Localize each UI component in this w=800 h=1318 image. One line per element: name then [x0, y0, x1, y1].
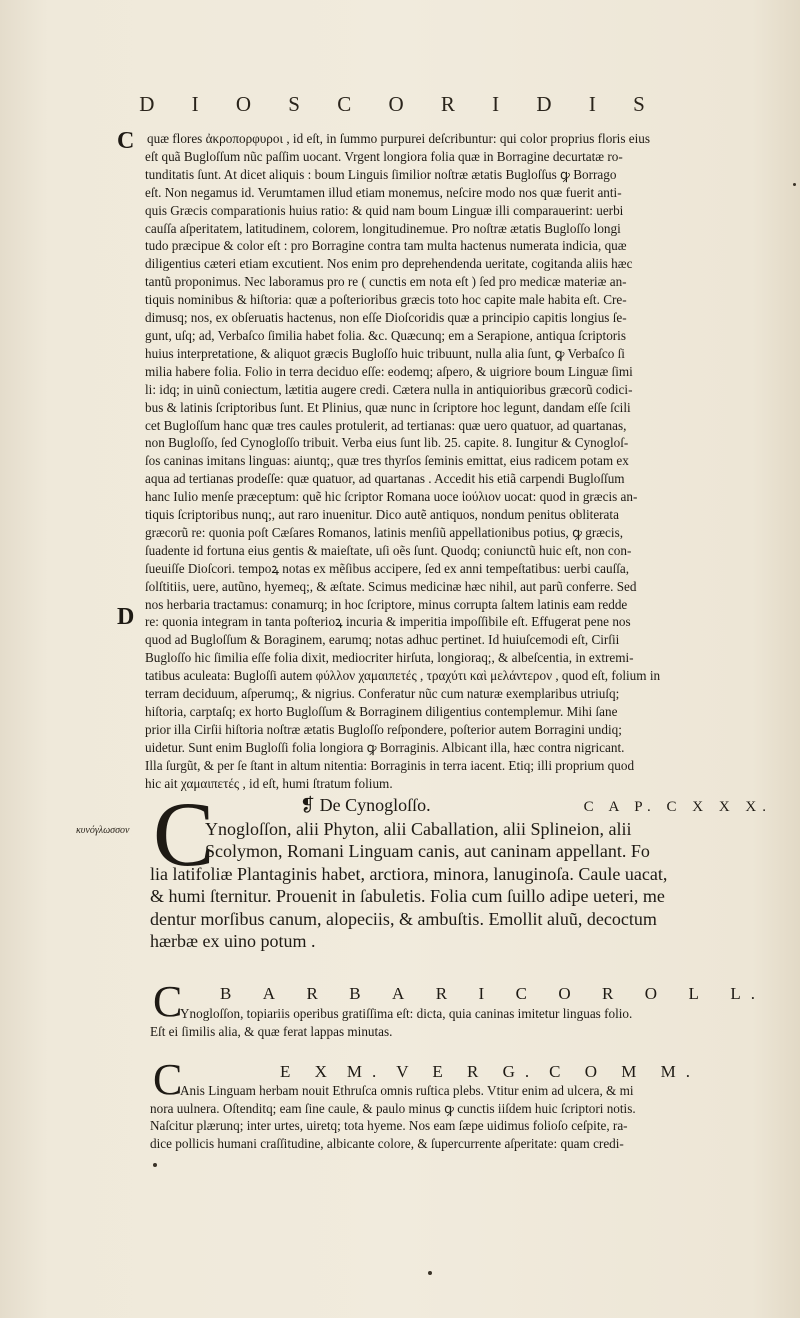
text-line: eſt quã Bugloſſum nũc paſſim uocant. Vrgent longiora folia quæ in Borragine decurtatæ ro- [145, 148, 623, 164]
heading-letter: C [515, 984, 537, 1003]
barbari-heading [220, 984, 765, 1004]
chapter-number: C A P. C X X X. [583, 799, 772, 815]
text-line: quis Græcis comparationis huius ratio: & quid nam boum Linguæ illi comparauerint: uerbi [145, 202, 624, 218]
barbari-text [150, 1005, 775, 1040]
text-line: terram deciduum, aſperumq;, & nigrius. Conferatur nũc cum naturæ exemplaribus utriuſq; [145, 686, 620, 702]
heading-letter: R [306, 984, 328, 1003]
chapter-line: lia latifoliæ Plantaginis habet, arctiora, minora, lanuginoſa. Caule uacat, [150, 863, 668, 884]
text-line: ſolſtitiis, uere, autũno, hyemeq;, & æſtate. Scimus medicinæ hæc nihil, aut parũ conferre. Sed [145, 578, 637, 594]
text-line: cauſſa aſperitatem, latitudinem, colorem, longitudinemue. Pro noſtræ ætatis Bugloſſo longi [145, 220, 621, 236]
heading-letter: R [602, 984, 624, 1003]
heading-letter: A [262, 984, 286, 1003]
heading-letter: L. [730, 984, 765, 1003]
margin-letter-d: D [117, 604, 135, 630]
text-line: cet Bugloſſum hanc quæ tres caules protulerit, ad tertianas: quæ uero quatuor, ad quartanas, [145, 417, 627, 433]
margin-letter-c: C [117, 128, 135, 154]
chapter-line: hærbæ ex uino potum . [150, 931, 316, 952]
vergilii-line: dice pollicis humani craſſitudine, albicante colore, & ſupercurrente aſperitate: quam credi- [150, 1135, 624, 1151]
drop-initial-c-vergilii: C [153, 1055, 183, 1104]
heading-letter: O [558, 984, 581, 1003]
text-line: prior illa Cirſii hiſtoria noſtræ ætatis Bugloſſo reſpondere, poſterior autem Borragini undiq; [145, 721, 622, 737]
main-text-block [145, 130, 771, 793]
text-line: quæ flores ἀκροπορφυροι , id eſt, in ſummo purpurei deſcribuntur: qui color proprius floris eius [147, 131, 651, 146]
text-line: li: idq; in uinũ coniectum, lætitia augere credi. Cætera nulla in antiquioribus græcorũ codici- [145, 381, 633, 397]
heading-letter: B [220, 984, 242, 1003]
text-line: tiquis ſcriptoribus nunq;, aut raro inuenitur. Dico autẽ antiquos, nondum penitus obliterata [145, 507, 619, 523]
heading-letter: C O M M. [549, 1062, 700, 1081]
heading-letter: B [349, 984, 371, 1003]
text-line: eſt. Non negamus id. Verumtamen illud etiam monemus, neſcire modo nos quæ fuerit anti- [145, 184, 622, 200]
text-line: tiquis nominibus & hiſtoria: quæ a poſterioribus græcis toto hoc capite male habita eſt. Cre- [145, 292, 627, 308]
text-line: gunt, uſq; ad, Verbaſco ſimilia habet folia. &c. Quæcunq; em a Serapione, antiqua ſcriptoris [145, 327, 626, 343]
chapter-line: & humi ſternitur. Prouenit in ſabuletis. Folia cum ſuillo adipe ueteri, me [150, 886, 665, 907]
text-line: re: quonia integram in tanta poſterioꝝ incuria & imperitia impoſſibile eſt. Effugerat pene nos [145, 614, 631, 630]
heading-letter: M. [346, 1062, 387, 1081]
text-line: græcorũ re: quonia poſt Cæſares Romanos, latinis menſiũ appellationibus potius, ꝙ græcis, [145, 524, 624, 540]
text-line: tantũ proponimus. Nec laboramus pro re ( cunctis em nota eſt ) ſed pro medicæ materiæ an- [145, 274, 627, 290]
ink-speck [153, 1163, 157, 1167]
chapter-title: ❡ De Cynogloſſo. [300, 795, 431, 815]
vergilii-line: Anis Linguam herbam nouit Ethruſca omnis ruſtica plebs. Vtitur enim ad ulcera, & mi [180, 1083, 634, 1098]
chapter-line: Ynogloſſon, alii Phyton, alii Caballation, alii Splineion, alii [205, 819, 632, 839]
text-line: nos herbaria tractamus: conamurq; in hoc ſcriptore, minus corrupta ſaltem latinis eam redde [145, 596, 628, 612]
text-line: hiſtoria, carptaſq; ex horto Bugloſſum & Borraginem diligentius contemplemur. Mihi ſane [145, 704, 618, 719]
text-line: milia habere folia. Folio in terra deciduo eſſe: eodemq; aſpero, & uigriore boum Linguæ ſimi [145, 363, 633, 379]
main-paragraph [145, 130, 771, 793]
heading-letter: O [644, 984, 668, 1003]
vergilii-line: Naſcitur plærunq; inter urtes, uiretq; tota hyeme. Nos eam ſæpe uidimus folioſo ceſpite, ra- [150, 1118, 628, 1134]
margin-greek-note: κυνόγλωσσον [76, 825, 130, 836]
vergilii-text [150, 1082, 775, 1152]
chapter-text [150, 818, 775, 952]
ink-speck [428, 1271, 432, 1275]
text-line: ſueuiſſe Dioſcori. tempoꝝ notas ex mẽſibus accipere, ſed ex anni tempeſtatibus: uerbi cauſſa, [145, 560, 630, 576]
text-line: tunditatis ſunt. At dicet aliquis : boum Linguis ſimilior noſtræ ætatis Bugloſſus ꝙ Borrago [145, 166, 617, 182]
text-line: non Bugloſſo, ſed Cynogloſſo tribuit. Verba eius ſunt lib. 25. capite. 8. Iungitur & Cynogloſ- [145, 435, 629, 451]
vergilii-heading [280, 1062, 700, 1082]
text-line: tudo præcipue & color eſt : pro Borragine contra tam multa hactenus numerata indicia, quæ [145, 238, 627, 254]
ink-speck [793, 183, 796, 186]
text-line: Bugloſſo hic ſimilia eſſe folia dixit, mediocriter hirſuta, longioraq;, & albeſcentia, in extremi- [145, 650, 634, 666]
text-line: ſos caninas imitans linguas: aiuntq;, quæ tres thyrſos ſeminis emittat, eius radicem potam ex [145, 453, 629, 469]
heading-letter: I [478, 984, 495, 1003]
heading-letter: A [392, 984, 415, 1003]
heading-letter: L [688, 984, 709, 1003]
text-line: dimusq; nos, ex obſeruatis hactenus, non eſſe Dioſcoridis quæ a principio capitis longius ſe- [145, 310, 627, 326]
heading-letter: R [435, 984, 458, 1003]
drop-initial-c-barbari: C [153, 977, 183, 1026]
chapter-heading [300, 795, 772, 816]
text-line: bus & latinis ſcriptoribus ſunt. Et Plinius, quæ nunc in ſcriptore hoc legunt, dandam eſſe ſcili [145, 399, 631, 415]
text-line: tatibus aculeata: Bugloſſi autem φύλλον χαμαιπετές , τραχύτι καὶ μελάντερον , quod eſt, folium in [145, 668, 661, 684]
text-line: huius interpretatione, & aliquot græcis Bugloſſo huic tribuunt, nulla alia ſunt, ꝙ Verbaſco ſi [145, 345, 625, 361]
heading-letter: V E R G. [396, 1062, 540, 1081]
text-line: hic ait χαμαιπετές , id eſt, humi ſtratum folium. [145, 775, 393, 791]
chapter-line: Scolymon, Romani Linguam canis, aut caninam appellant. Fo [205, 841, 650, 862]
barbari-line: Ynogloſſon, topiariis operibus gratiſſima eſt: dicta, quia caninas imitetur linguas folio. [180, 1006, 633, 1021]
text-line: ſuadente id fortuna eius gentis & maieſtate, uſi oẽs ſunt. Quodq; coniunctũ huic eſt, non con- [145, 542, 632, 558]
text-line: quod ad Bugloſſum & Boraginem, earumq; notas adhuc pertinet. Id huiuſcemodi eſt, Cirſii [145, 632, 620, 648]
text-line: diligentius cæteri etiam excutient. Nos enim pro deprehendenda ueritate, cogitanda aliis hæc [145, 256, 633, 272]
chapter-line: dentur morſibus canum, alopeciis, & ambuſtis. Emollit aluũ, decoctum [150, 908, 657, 929]
drop-initial-c: C [153, 783, 215, 885]
text-line: Illa ſurgũt, & per ſe ſtant in altum nitentia: Borraginis in terra iacent. Etiq; illi proprium quod [145, 757, 635, 773]
vergilii-line: nora uulnera. Oſtenditq; eam ſine caule, & paulo minus ꝙ cunctis iiſdem huic ſcriptori notis. [150, 1100, 636, 1116]
running-head: D I O S C O R I D I S [139, 92, 661, 116]
text-line: uidetur. Sunt enim Bugloſſi folia longiora ꝙ Borraginis. Albicant illa, hæc contra nigricant. [145, 739, 625, 755]
heading-letter: E X [280, 1062, 337, 1081]
barbari-line: Eſt ei ſimilis alia, & quæ ferat lappas minutas. [150, 1023, 393, 1039]
text-line: aqua ad tertianas prodeſſe: quæ quatuor, ad quartanas . Accedit his etiã carpendi Bugloſſum [145, 471, 625, 487]
text-line: hanc Iulio menſe præceptum: quẽ hic ſcriptor Romana uoce ἰούλιον uocat: quod in græcis an- [145, 489, 638, 505]
